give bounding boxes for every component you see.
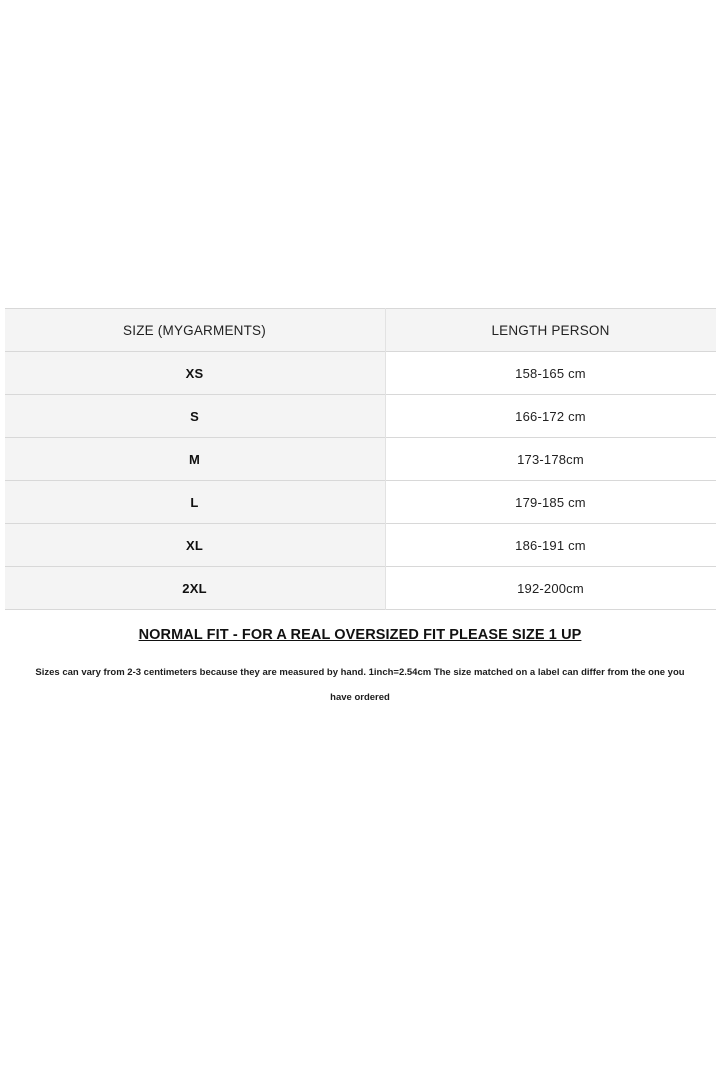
size-chart-table bbox=[5, 308, 716, 610]
cell-size: 2XL bbox=[5, 567, 386, 610]
cell-size: L bbox=[5, 481, 386, 524]
column-header-size: SIZE (MYGARMENTS) bbox=[5, 309, 386, 352]
table-header bbox=[5, 309, 716, 352]
measurement-disclaimer: Sizes can vary from 2-3 centimeters because they are measured by hand. 1inch=2.54cm The size matched on a label can differ from the one you have ordered bbox=[35, 667, 685, 703]
cell-size: M bbox=[5, 438, 386, 481]
table-body bbox=[5, 352, 716, 610]
column-header-length: LENGTH PERSON bbox=[385, 309, 716, 352]
top-whitespace bbox=[0, 0, 720, 308]
table-row bbox=[5, 524, 716, 567]
table-header-row bbox=[5, 309, 716, 352]
cell-length: 179-185 cm bbox=[385, 481, 716, 524]
table-row bbox=[5, 352, 716, 395]
table-row bbox=[5, 567, 716, 610]
table-row bbox=[5, 438, 716, 481]
cell-length: 166-172 cm bbox=[385, 395, 716, 438]
cell-length: 173-178cm bbox=[385, 438, 716, 481]
cell-length: 192-200cm bbox=[385, 567, 716, 610]
cell-size: XL bbox=[5, 524, 386, 567]
fit-note: NORMAL FIT - FOR A REAL OVERSIZED FIT PLEASE SIZE 1 UP bbox=[138, 627, 582, 643]
cell-length: 158-165 cm bbox=[385, 352, 716, 395]
table-row bbox=[5, 395, 716, 438]
cell-length: 186-191 cm bbox=[385, 524, 716, 567]
table-row bbox=[5, 481, 716, 524]
cell-size: S bbox=[5, 395, 386, 438]
cell-size: XS bbox=[5, 352, 386, 395]
